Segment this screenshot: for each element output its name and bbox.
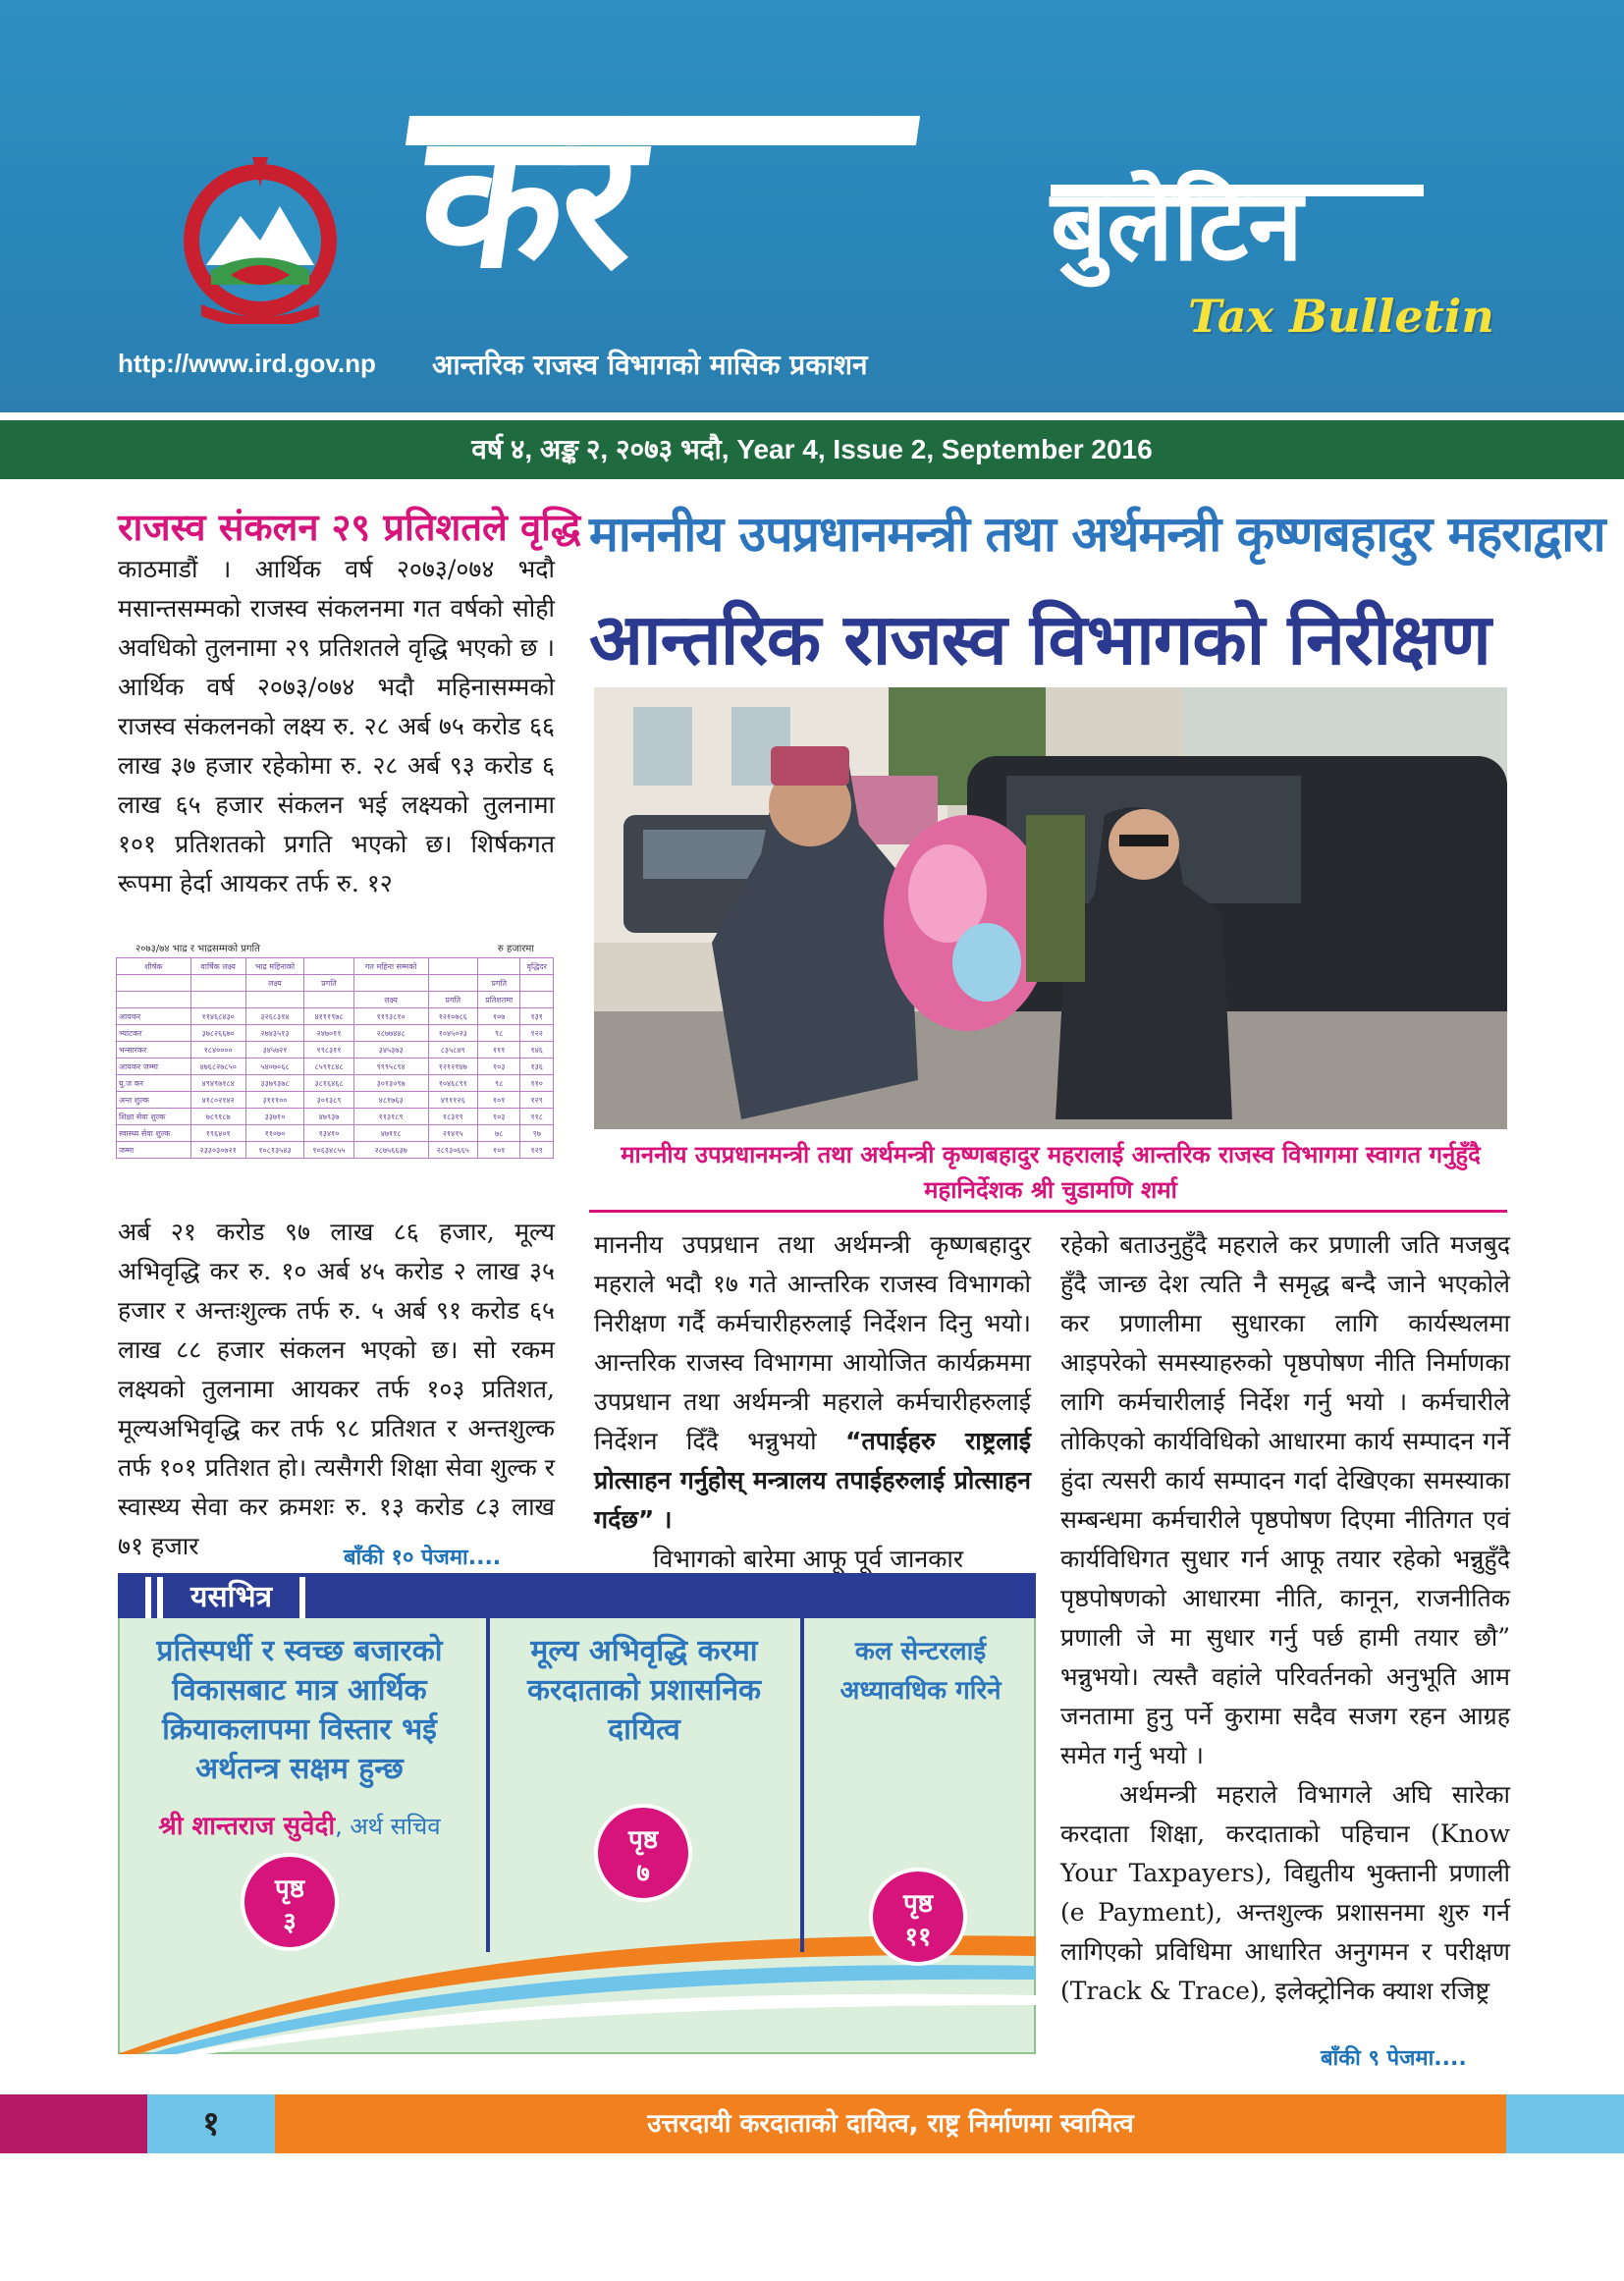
table-cell: २८७७४४८ (353, 1025, 428, 1042)
revenue-table-header-cell (304, 958, 353, 975)
table-cell: ४७९३७ (304, 1109, 353, 1125)
table-cell: १३१ (520, 1008, 554, 1025)
table-cell: ३०१३०९७ (353, 1075, 428, 1092)
revenue-table-header-cell (520, 975, 554, 992)
table-cell: २८९३०६६५ (428, 1142, 477, 1159)
revenue-table-header-cell: प्रतिशतमा (477, 992, 520, 1008)
inside-this-issue (118, 1573, 1036, 2054)
table-cell: ७८९१८७ (190, 1109, 245, 1125)
revenue-table (116, 941, 554, 1159)
revenue-table-header-cell: लक्ष्य (245, 975, 304, 992)
inside-item-1-page-number: ३ (283, 1908, 297, 1937)
table-cell: १०३ (477, 1109, 520, 1125)
revenue-table-header-cell: गत महिना सम्मको (353, 958, 428, 975)
revenue-table-header-cell (353, 975, 428, 992)
table-cell: ३०१३८९ (304, 1092, 353, 1109)
main-article-para-2: विभागको बारेमा आफू पूर्व जानकार (653, 1545, 964, 1573)
main-article-para-1: माननीय उपप्रधान तथा अर्थमन्त्री कृष्णबहादुर महराले भदौ १७ गते आन्तरिक राजस्व विभागको निरीक्षण गर्दै कर्मचारीहरुलाई निर्देशन दिनु भयो। आन्तरिक राजस्व विभागमा आयोजित कार्यक्रममा उपप्रधान तथा अर्थमन्त्री महराले कर्मचारीहरुलाई निर्देशन दिँदै भन्नुभयो (594, 1230, 1031, 1455)
main-headline-line2: आन्तरिक राजस्व विभागको निरीक्षण (589, 598, 1490, 680)
revenue-paragraph-1: काठमाडौं । आर्थिक वर्ष २०७३/०७४ भदौ मसान्तसम्मको राजस्व संकलनमा गत वर्षको सोही अवधिको तुलनामा २९ प्रतिशतले वृद्धि भएको छ । आर्थिक वर्ष २०७३/०७४ भदौ महिनासम्मको राजस्व संकलनको लक्ष्य रु. २८ अर्ब ७५ करोड ६६ लाख ३७ हजार रहेकोमा रु. २८ अर्ब ९३ करोड ६ लाख ६५ हजार संकलन भई लक्ष्यको तुलनामा १०१ प्रतिशतको प्रगति भएको छ। शिर्षकगत रूपमा हेर्दा आयकर तर्फ रु. १२ (118, 555, 555, 897)
inside-item-1-author-role: , अर्थ सचिव (335, 1813, 441, 1840)
table-cell: ९८ (477, 1025, 520, 1042)
revenue-table-caption (116, 941, 554, 954)
logo-bulletin: बुलेटिन (1051, 168, 1303, 283)
revenue-table-header-cell (304, 992, 353, 1008)
table-cell: ३४५७२१ (245, 1042, 304, 1059)
table-cell: ३३७१० (245, 1109, 304, 1125)
table-cell: ११९३८१० (353, 1008, 428, 1025)
table-cell: १०१ (477, 1142, 520, 1159)
table-row (117, 1042, 554, 1059)
inside-item-3-page-number: ११ (904, 1923, 932, 1952)
table-cell: ११८ (520, 1109, 554, 1125)
issue-info: वर्ष ४, अङ्क २, २०७३ भदौ, Year 4, Issue 2, September 2016 (471, 434, 1153, 464)
main-headline-line1: माननीय उपप्रधानमन्त्री तथा अर्थमन्त्री कृष्णबहादुर महराद्वारा (589, 506, 1605, 563)
table-cell: १२२ (520, 1025, 554, 1042)
minister-quote: “तपाईहरु राष्ट्रलाई प्रोत्साहन गर्नुहोस् मन्त्रालय तपाईहरुलाई प्रोत्साहन गर्दछ” । (594, 1427, 1031, 1534)
inside-item-2-page[interactable] (594, 1804, 692, 1902)
masthead (0, 0, 1624, 412)
revenue-table-header-row (117, 958, 554, 975)
table-row (117, 1025, 554, 1042)
table-cell: ४७६८२७८५० (190, 1059, 245, 1075)
table-cell: अन्त शुल्क (117, 1092, 191, 1109)
table-cell: १०१ (477, 1092, 520, 1109)
revenue-table-caption-right: रु हजारमा (497, 944, 534, 954)
table-cell: २४७०११ (304, 1025, 353, 1042)
table-cell: १०३ (477, 1059, 520, 1075)
tagline: आन्तरिक राजस्व विभागको मासिक प्रकाशन (432, 349, 868, 381)
table-cell: ३२६८३१४ (245, 1008, 304, 1025)
table-cell: जम्मा (117, 1142, 191, 1159)
table-cell: ११३१८९ (353, 1109, 428, 1125)
table-cell: १२९ (520, 1092, 554, 1109)
table-cell: १४६ (520, 1042, 554, 1059)
table-cell: ३८१६४६८ (304, 1075, 353, 1092)
table-cell: ४९४९७१८४ (190, 1075, 245, 1092)
revenue-table-header-cell: वार्षिक लक्ष्य (190, 958, 245, 975)
table-cell: २७४३५१३ (245, 1025, 304, 1042)
table-row (117, 1092, 554, 1109)
revenue-table-header-cell: प्रगति (428, 992, 477, 1008)
revenue-table-header-cell: लक्ष्य (353, 992, 428, 1008)
inside-item-1-page-label: पृष्ठ (274, 1874, 305, 1904)
table-cell: १०८१३५४३ (245, 1142, 304, 1159)
table-row (117, 1075, 554, 1092)
table-cell: १८३१९ (428, 1109, 477, 1125)
table-cell: १९८३११ (304, 1042, 353, 1059)
revenue-table-header-cell: भाद्र महिनाको (245, 958, 304, 975)
table-cell: ३३७९३७८ (245, 1075, 304, 1092)
table-cell: ५४०७०६८ (245, 1059, 304, 1075)
inside-item-1-page[interactable] (241, 1853, 339, 1951)
continued-link-right[interactable]: बाँकी ९ पेजमा.... (1321, 2046, 1467, 2071)
revenue-table-header-cell (520, 992, 554, 1008)
table-row (117, 1142, 554, 1159)
table-cell: ४७११८ (353, 1125, 428, 1142)
inside-item-3-title: कल सेन्टरलाई अध्यावधिक गरिने (839, 1637, 1001, 1706)
table-row (117, 1008, 554, 1025)
inside-column-divider-1 (486, 1618, 490, 1952)
photo-caption: माननीय उपप्रधानमन्त्री तथा अर्थमन्त्री कृष्णबहादुर महरालाई आन्तरिक राजस्व विभागमा स्वागत गर्नुहुँदै महानिर्देशक श्री चुडामणि शर्मा (621, 1141, 1481, 1204)
inside-item-2-page-number: ७ (636, 1859, 650, 1888)
inside-item-2[interactable] (491, 1632, 797, 1750)
revenue-table-caption-left: २०७३/७४ भाद्र र भाद्रसम्मको प्रगति (135, 944, 260, 954)
inside-item-1-author (118, 1807, 481, 1842)
continued-link-left[interactable]: बाँकी १० पेजमा.... (344, 1546, 502, 1570)
table-cell: २३३०३०७२१ (190, 1142, 245, 1159)
table-cell: भ्यांटकर (117, 1025, 191, 1042)
table-cell: यु.ज कर (117, 1075, 191, 1092)
table-row (117, 1059, 554, 1075)
main-article-column-2 (1060, 1225, 1510, 2011)
table-cell: ३४५३७३ (353, 1042, 428, 1059)
revenue-table-header-cell: प्रगति (477, 975, 520, 992)
logo-kar: कर (406, 92, 650, 309)
table-cell: ९७ (520, 1125, 554, 1142)
table-row (117, 1125, 554, 1142)
inside-item-3-page-label: पृष्ठ (902, 1889, 934, 1919)
table-row (117, 1109, 554, 1125)
inside-label: यसभित्र (157, 1577, 305, 1618)
website-url[interactable]: http://www.ird.gov.np (118, 349, 376, 378)
table-cell: ९८ (477, 1075, 520, 1092)
table-cell: ३१११०० (245, 1092, 304, 1109)
revenue-table-header-cell: वृद्धिदर (520, 958, 554, 975)
table-cell: १२९ (520, 1142, 554, 1159)
revenue-table-header-row (117, 975, 554, 992)
revenue-table-header-cell: प्रगति (304, 975, 353, 992)
revenue-table-header-cell (477, 958, 520, 975)
footer-bar (0, 2094, 1624, 2153)
table-cell: भन्सारकर (117, 1042, 191, 1059)
inside-item-1[interactable] (118, 1632, 481, 1842)
revenue-table-grid (116, 957, 554, 1159)
inside-item-2-page-label: पृष्ठ (627, 1825, 659, 1855)
table-cell: ८५९१८४८ (304, 1059, 353, 1075)
revenue-table-header-cell (190, 992, 245, 1008)
revenue-paragraph-2: अर्ब २१ करोड ९७ लाख ८६ हजार, मूल्य अभिवृद्धि कर रु. १० अर्ब ४५ करोड २ लाख ३५ हजार र अन्तःशुल्क तर्फ रु. ५ अर्ब ९१ करोड ६५ लाख ८८ हजार संकलन भएको छ। सो रकम लक्ष्यको तुलनामा आयकर तर्फ १०३ प्रतिशत, मूल्यअभिवृद्धि कर तर्फ ९८ प्रतिशत र अन्तशुल्क तर्फ १०१ प्रतिशत हो। त्यसैगरी शिक्षा सेवा शुल्क र स्वास्थ्य सेवा कर क्रमशः रु. १३ करोड ८३ लाख ७१ हजार (118, 1218, 555, 1560)
inside-item-3[interactable] (805, 1632, 1036, 1711)
table-cell: ११४६८४३० (190, 1008, 245, 1025)
table-cell: ४१८०२१४२ (190, 1092, 245, 1109)
table-cell: ८३५८४९ (428, 1042, 477, 1059)
inside-item-1-author-name: श्री शान्तराज सुवेदी (158, 1812, 336, 1841)
revenue-table-header-cell (190, 975, 245, 992)
footer-accent-right (1506, 2094, 1624, 2153)
main-article-para-3: रहेको बताउनुहुँदै महराले कर प्रणाली जति मजबुद हुँदै जान्छ देश त्यति नै समृद्ध बन्दै जाने भएकोले कर प्रणालीमा सुधारका लागि कार्यस्थलमा आइपरेको समस्याहरुको पृष्ठपोषण नीति निर्माणका लागि कर्मचारीलाई निर्देश गर्नु भयो । कर्मचारीले तोकिएको कार्यविधिको आधारमा कार्य सम्पादन गर्ने हुंदा त्यसरी कार्य सम्पादन गर्दा देखिएका समस्याका सम्बन्धमा कर्मचारीले पृष्ठपोषण दिएमा नीतिगत एवं कार्यविधिगत सुधार गर्न आफू तयार रहेको भन्नुहुँदै पृष्ठपोषणको आधारमा नीति, कानून, राजनीतिक प्रणाली जे मा सुधार गर्नु पर्छ हामी तयार छौ” भन्नुभयो। त्यस्तै वहांले परिवर्तनको अनुभूति आम जनतामा हुनु पर्ने कुरामा सदैव सजग रहन आग्रह समेत गर्नु भयो । (1060, 1230, 1510, 1769)
table-cell: १३४१० (304, 1125, 353, 1142)
inside-column-divider-2 (800, 1618, 804, 1952)
table-cell: १०६३४८५५ (304, 1142, 353, 1159)
table-cell: १८४०००० (190, 1042, 245, 1059)
table-cell: आयकर जम्मा (117, 1059, 191, 1075)
revenue-table-header-row (117, 992, 554, 1008)
inside-item-1-title: प्रतिस्पर्धी र स्वच्छ बजारको विकासबाट मात्र आर्थिक क्रियाकलापमा विस्तार भई अर्थतन्त्र सक्षम हुन्छ (156, 1634, 443, 1786)
table-cell: आयकर (117, 1008, 191, 1025)
table-cell: ७८ (477, 1125, 520, 1142)
table-cell: ४९११२६ (428, 1092, 477, 1109)
revenue-table-header-cell (428, 975, 477, 992)
table-cell: ४८१७६३ (353, 1092, 428, 1109)
main-article-para-4: अर्थमन्त्री महराले विभागले अघि सारेका करदाता शिक्षा, करदाताको पहिचान (Know Your Taxpayers), विद्युतीय भुक्तानी प्रणाली (e Payment), अन्तशुल्क प्रशासनमा शुरु गर्न लागिएको प्रविधिमा आधारित अनुगमन र परीक्षण (Track & Trace), इलेक्ट्रोनिक क्याश रजिष्ट्र (1060, 1780, 1510, 2005)
table-cell: १०७ (477, 1008, 520, 1025)
nepal-emblem-icon (172, 147, 349, 324)
table-cell: २८७५६६३७ (353, 1142, 428, 1159)
table-cell: ४१११९७८ (304, 1008, 353, 1025)
table-cell: १०४५०२३ (428, 1025, 477, 1042)
footer-slogan: उत्तरदायी करदाताको दायित्व, राष्ट्र निर्माणमा स्वामित्व (647, 2109, 1134, 2139)
table-cell: १२१०७८६ (428, 1008, 477, 1025)
table-cell: १२१२१४७ (428, 1059, 477, 1075)
table-cell: १११ (477, 1042, 520, 1059)
revenue-headline: राजस्व संकलन २९ प्रतिशतले वृद्धि (118, 506, 581, 549)
revenue-table-header-cell (117, 975, 191, 992)
table-cell: ११०७० (245, 1125, 304, 1142)
table-cell: ३७८२६६७० (190, 1025, 245, 1042)
issue-bar (0, 420, 1624, 479)
table-cell: शिक्षा सेवा शुल्क (117, 1109, 191, 1125)
caption-divider (589, 1210, 1507, 1213)
table-cell: २१४१५ (428, 1125, 477, 1142)
table-cell: १९६४०१ (190, 1125, 245, 1142)
inside-item-2-title: मूल्य अभिवृद्धि करमा करदाताको प्रशासनिक दायित्व (526, 1634, 762, 1747)
inside-item-3-page[interactable] (869, 1868, 967, 1966)
footer-accent-left (0, 2094, 147, 2153)
table-cell: ११० (520, 1075, 554, 1092)
revenue-table-header-cell (428, 958, 477, 975)
page-number: १ (147, 2094, 275, 2153)
table-cell: १३६ (520, 1059, 554, 1075)
logo-tax-bulletin: Tax Bulletin (1188, 290, 1494, 343)
main-article-column-1 (594, 1225, 1031, 1579)
table-cell: १०४६८९१ (428, 1075, 477, 1092)
inspection-photo (594, 687, 1507, 1129)
revenue-table-header-cell: शीर्षक (117, 958, 191, 975)
revenue-table-header-cell (117, 992, 191, 1008)
revenue-table-header-cell (245, 992, 304, 1008)
table-cell: स्वास्थ्य सेवा शुल्क (117, 1125, 191, 1142)
table-cell: ९९९५८९४ (353, 1059, 428, 1075)
